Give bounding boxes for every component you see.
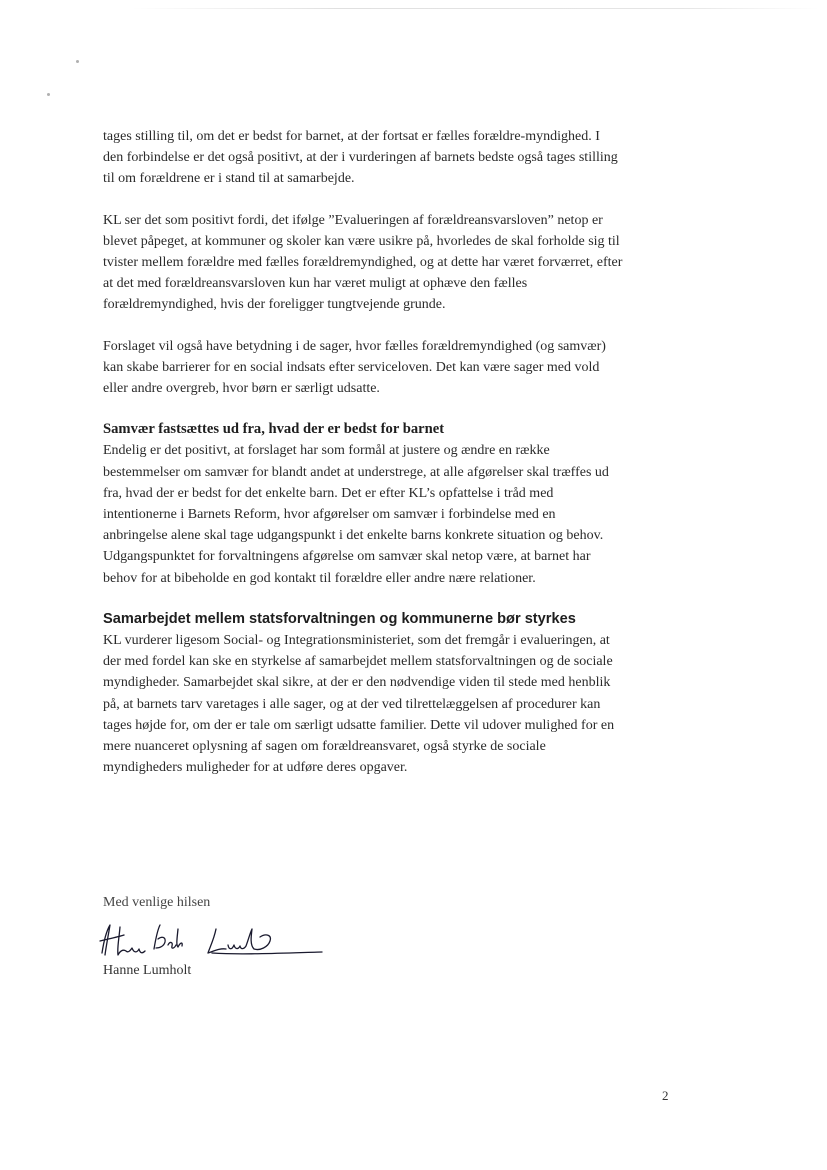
scan-speck <box>76 60 79 63</box>
section-heading-samarbejde: Samarbejdet mellem statsforvaltningen og kommunerne bør styrkes <box>103 610 576 627</box>
handwritten-signature <box>92 915 332 965</box>
paragraph-3: Forslaget vil også have betydning i de sager, hvor fælles forældremyndighed (og samvær) kan skabe barrierer for en social indsats efter serviceloven. Det kan være sager med vold eller andre overgreb, hvor børn er særligt udsatte. <box>103 338 606 397</box>
scan-edge-line <box>130 8 820 9</box>
page-number: 2 <box>662 1088 669 1103</box>
paragraph-1: tages stilling til, om det er bedst for barnet, at der fortsat er fælles forældre-myndighed. I den forbindelse er det også positivt, at der i vurderingen af barnets bedste også tages stilling til om forældrene er i stand til at samarbejde. <box>103 129 618 187</box>
paragraph-2: KL ser det som positivt fordi, det ifølge ”Evalueringen af forældreansvarsloven” netop er blevet påpeget, at kommuner og skoler kan være usikre på, hvorledes de skal forholde sig til tvister mellem forældre med fælles forældremyndighed, og at dette har været forværret, efter at det med forældreansvarsloven kun har været muligt at ophæve den fælles forældremyndighed, hvis der foreligger tungtvejende grunde. <box>103 212 623 313</box>
closing-greeting: Med venlige hilsen <box>103 895 211 910</box>
section-body-samarbejde: KL vurderer ligesom Social- og Integrationsministeriet, som det fremgår i evalueringen, at der med fordel kan ske en styrkelse af samarbejdet mellem statsforvaltningen og de sociale myndigheder. Samarbejdet skal sikre, at der er den nødvendige viden til stede med henblik på, at barnets tarv varetages i alle sager, og at der ved tilrettelæggelsen af procedurer kan tages højde for, om der er tale om særligt udsatte familier. Dette vil udover mulighed for en mere nuanceret oplysning af sagen om forældreansvaret, også styrke de sociale myndigheders muligheder for at udføre deres opgaver. <box>103 633 615 776</box>
section-heading-samvaer: Samvær fastsættes ud fra, hvad der er bedst for barnet <box>103 421 445 438</box>
section-body-samvaer: Endelig er det positivt, at forslaget har som formål at justere og ændre en række bestemmelser om samvær for blandt andet at understrege, at alle afgørelser skal træffes ud fra, hvad der er bedst for det enkelte barn. Det er efter KL’s opfattelse i tråd med intentionerne i Barnets Reform, hvor afgørelser om samvær i forbindelse med en anbringelse alene skal tage udgangspunkt i det enkelte barns konkrete situation og behov. Udgangspunktet for forvaltningens afgørelse om samvær skal netop være, at barnet har behov for at bibeholde en god kontakt til forældre eller andre nære relationer. <box>103 443 609 586</box>
scan-speck <box>47 93 50 96</box>
letter-body <box>103 126 623 798</box>
signer-name: Hanne Lumholt <box>103 963 192 978</box>
